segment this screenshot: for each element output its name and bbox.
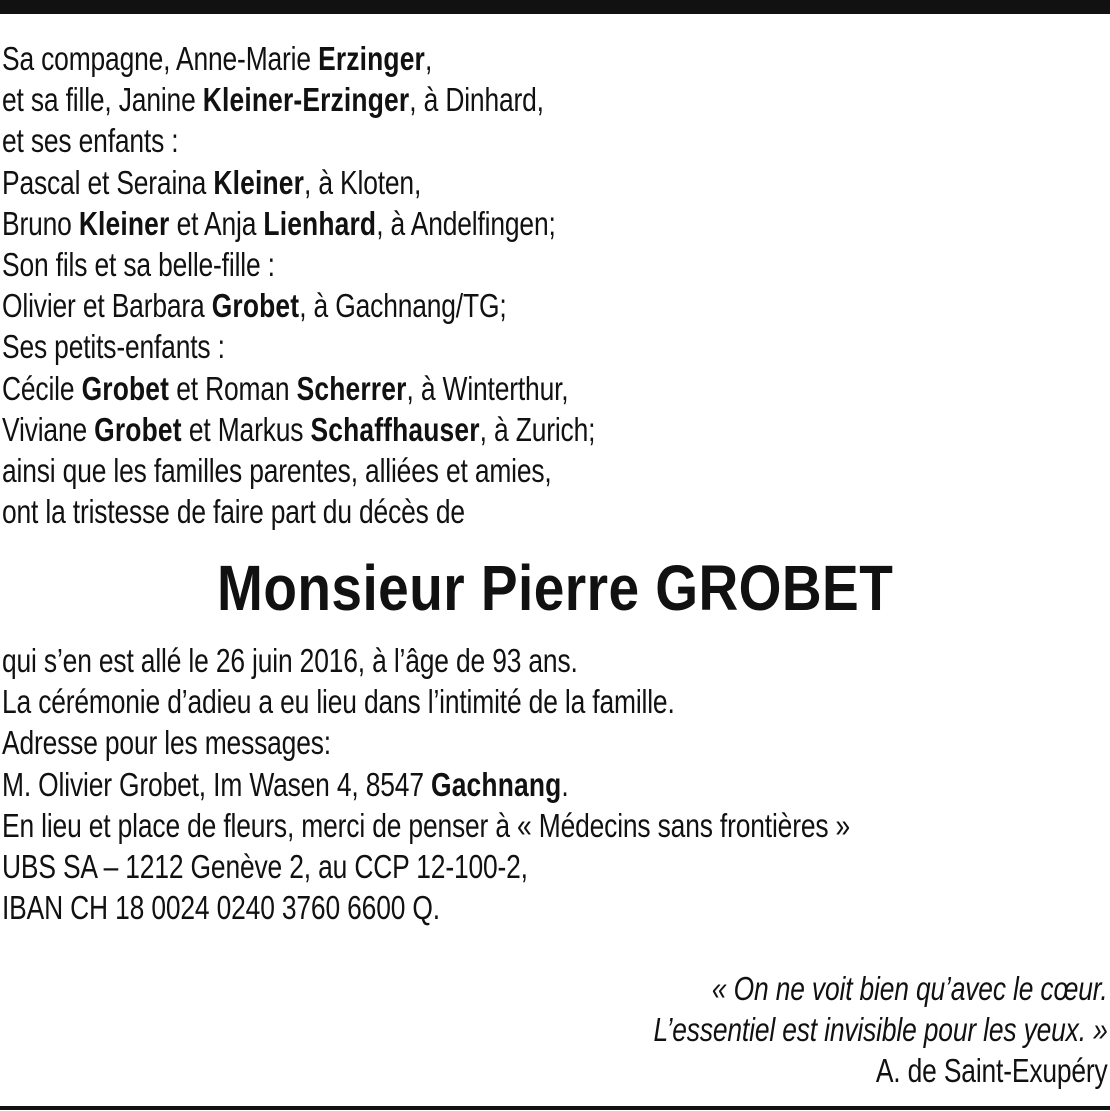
- text-segment: et Roman: [169, 369, 297, 407]
- surname: Grobet: [94, 410, 182, 448]
- family-announcement: [2, 38, 744, 532]
- text-segment: , à Gachnang/TG;: [299, 287, 507, 325]
- surname: Lienhard: [263, 204, 377, 242]
- text-segment: Son fils et sa belle-fille :: [2, 246, 275, 284]
- details-line: [2, 681, 850, 722]
- surname: Gachnang: [431, 765, 562, 803]
- family-line: [2, 120, 595, 161]
- text-segment: En lieu et place de fleurs, merci de penser à « Médecins sans frontières »: [2, 806, 851, 844]
- details-line: [2, 805, 850, 846]
- quote-author: A. de Saint-Exupéry: [876, 1052, 1108, 1090]
- quote-line-2: L’essentiel est invisible pour les yeux. »: [653, 1011, 1108, 1049]
- family-line: [2, 203, 595, 244]
- text-segment: Cécile: [2, 369, 82, 407]
- surname: Scherrer: [296, 369, 407, 407]
- surname: Kleiner: [78, 204, 170, 242]
- surname: Grobet: [211, 287, 300, 325]
- funeral-details: [2, 640, 1062, 928]
- text-segment: et sa fille, Janine: [2, 81, 203, 119]
- text-segment: Sa compagne, Anne-Marie: [2, 40, 319, 77]
- text-segment: ainsi que les familles parentes, alliées et amies,: [2, 452, 552, 490]
- text-segment: ont la tristesse de faire part du décès de: [2, 493, 465, 531]
- bottom-border-rule: [0, 1106, 1110, 1110]
- details-line: [2, 846, 850, 887]
- surname: Schaffhauser: [310, 410, 480, 448]
- text-segment: , à Kloten,: [304, 163, 422, 201]
- family-line: [2, 162, 595, 203]
- text-segment: UBS SA – 1212 Genève 2, au CCP 12-100-2,: [2, 848, 528, 886]
- text-segment: M. Olivier Grobet, Im Wasen 4, 8547: [2, 765, 432, 803]
- family-line: [2, 491, 595, 532]
- text-segment: Olivier et Barbara: [2, 287, 212, 325]
- details-line: [2, 887, 850, 928]
- family-line: [2, 450, 595, 491]
- surname: Erzinger: [318, 40, 425, 77]
- surname: Grobet: [81, 369, 170, 407]
- family-line: [2, 285, 595, 326]
- text-segment: et Anja: [169, 204, 264, 242]
- text-segment: , à Dinhard,: [409, 81, 544, 119]
- text-segment: , à Winterthur,: [406, 369, 569, 407]
- details-line: [2, 722, 850, 763]
- surname: Kleiner: [213, 163, 305, 201]
- details-line: [2, 640, 850, 681]
- family-line: [2, 409, 595, 450]
- family-line: [2, 79, 595, 120]
- text-segment: et ses enfants :: [2, 122, 179, 160]
- text-segment: qui s’en est allé le 26 juin 2016, à l’âge de 93 ans.: [2, 642, 578, 679]
- text-segment: La cérémonie d’adieu a eu lieu dans l’intimité de la famille.: [2, 683, 675, 721]
- text-segment: Viviane: [2, 410, 95, 448]
- text-segment: Pascal et Seraina: [2, 163, 214, 201]
- family-line: [2, 368, 595, 409]
- text-segment: ,: [425, 40, 433, 77]
- family-line: [2, 326, 595, 367]
- text-segment: Adresse pour les messages:: [2, 724, 331, 762]
- family-line: [2, 244, 595, 285]
- surname: Kleiner-Erzinger: [202, 81, 410, 119]
- closing-quote: [540, 968, 1108, 1092]
- deceased-name: Monsieur Pierre GROBET: [216, 552, 894, 624]
- quote-line-1: « On ne voit bien qu’avec le cœur.: [712, 970, 1108, 1007]
- details-line: [2, 764, 850, 805]
- text-segment: et Markus: [181, 410, 311, 448]
- text-segment: IBAN CH 18 0024 0240 3760 6600 Q.: [2, 889, 440, 927]
- deceased-name-heading: [0, 548, 1110, 628]
- text-segment: , à Andelfingen;: [376, 204, 556, 242]
- text-segment: .: [561, 765, 569, 803]
- family-line: [2, 38, 595, 79]
- top-border-rule: [0, 0, 1110, 14]
- text-segment: , à Zurich;: [479, 410, 596, 448]
- text-segment: Ses petits-enfants :: [2, 328, 225, 366]
- text-segment: Bruno: [2, 204, 79, 242]
